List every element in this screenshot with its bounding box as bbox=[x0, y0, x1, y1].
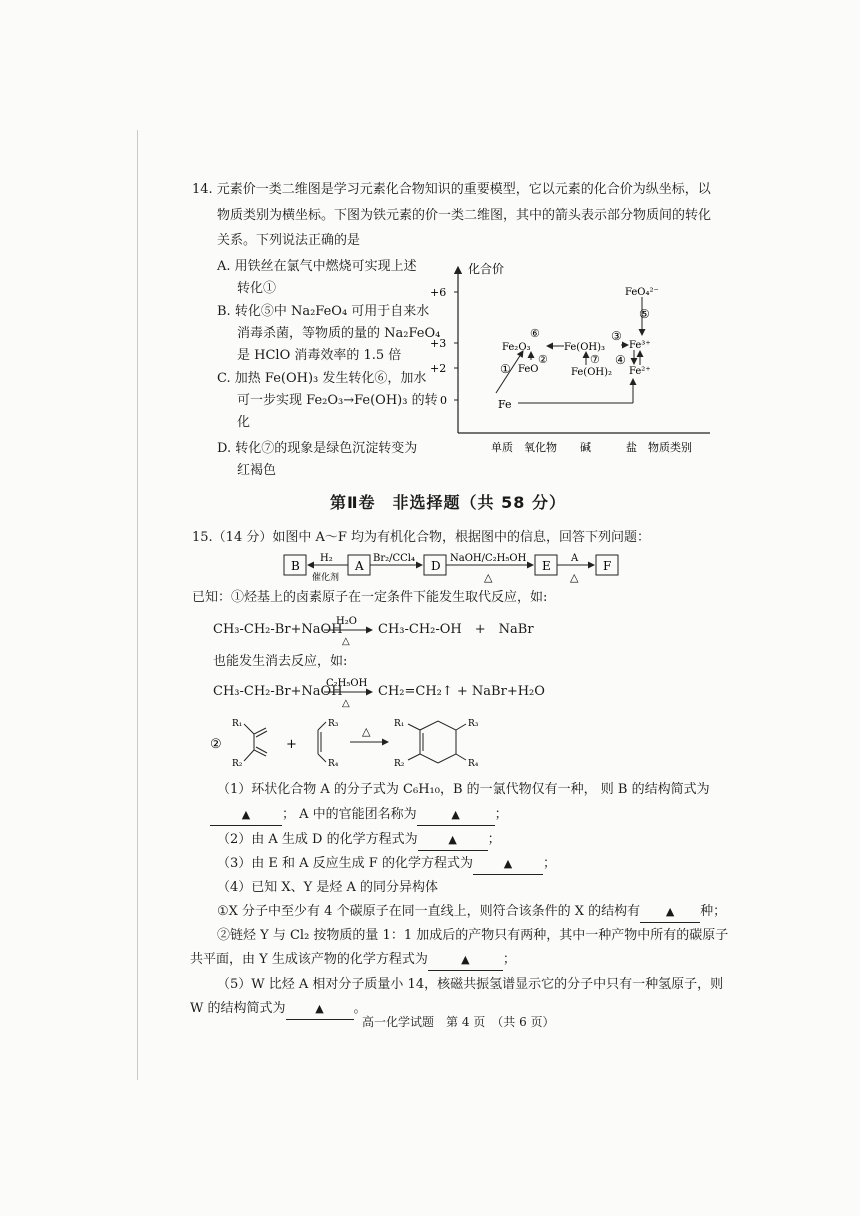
marker-3: ③ bbox=[611, 329, 622, 343]
rxn2-arrow bbox=[322, 674, 374, 708]
marker-2: ② bbox=[538, 353, 548, 366]
arrow-a-to-b-bottom: 催化剂 bbox=[312, 573, 340, 583]
rxn1-right: CH₃-CH₂-OH + NaBr bbox=[378, 622, 534, 637]
arrow-d-to-e-bottom: △ bbox=[484, 571, 493, 584]
page-edge-line bbox=[137, 130, 138, 1080]
product-r3: R₃ bbox=[468, 719, 479, 729]
q14-option-a bbox=[217, 256, 417, 300]
product-r4: R₄ bbox=[468, 759, 479, 769]
species-fe2o3: Fe₂O₃ bbox=[502, 342, 531, 353]
q15-part5-line1: （5）W 比烃 A 相对分子质量小 14，核磁共振氢谱显示它的分子中只有一种氢原子，则 bbox=[217, 977, 724, 992]
heat-symbol: △ bbox=[362, 725, 371, 738]
species-feo4: FeO₄²⁻ bbox=[625, 287, 659, 298]
xtick-base: 碱 bbox=[580, 441, 591, 454]
q15-part5-line2: W 的结构简式为 ▲ 。 bbox=[190, 999, 367, 1020]
option-b-line2: 消毒杀菌，等物质的量的 Na₂FeO₄ bbox=[237, 326, 441, 341]
rxn2-left: CH₃-CH₂-Br+NaOH bbox=[213, 684, 343, 699]
answer-blank-b-structure[interactable]: ▲ bbox=[210, 805, 282, 826]
product-r2: R₂ bbox=[394, 759, 405, 769]
known-2-label: ② bbox=[210, 737, 222, 752]
option-d-line1: D. 转化⑦的现象是绿色沉淀转变为 bbox=[217, 441, 418, 456]
option-a-line2: 转化① bbox=[237, 281, 277, 296]
q14-stem-line1: 14. 元素价一类二维图是学习元素化合物知识的重要模型，它以元素的化合价为纵坐标，以 bbox=[192, 182, 711, 197]
diene-r2: R₂ bbox=[232, 759, 243, 769]
option-d-line2: 红褐色 bbox=[237, 463, 277, 478]
marker-5: ⑤ bbox=[639, 307, 650, 321]
species-feo: FeO bbox=[518, 364, 539, 375]
q15-part4-1: ①X 分子中至少有 4 个碳原子在同一直线上，则符合该条件的 X 的结构有 ▲ 种； bbox=[217, 902, 726, 923]
q15-known-1: 已知：①烃基上的卤素原子在一定条件下能发生取代反应，如: bbox=[192, 590, 548, 605]
answer-blank-y-equation[interactable]: ▲ bbox=[428, 950, 503, 971]
answer-blank-w-structure[interactable]: ▲ bbox=[286, 999, 354, 1020]
rxn1-condition-top: H₂O bbox=[336, 616, 357, 627]
box-f-label: F bbox=[603, 559, 612, 573]
ytick-plus3: +3 bbox=[430, 337, 447, 350]
option-c-line1: C. 加热 Fe(OH)₃ 发生转化⑥，加水 bbox=[217, 371, 427, 386]
y-axis-label: 化合价 bbox=[468, 262, 505, 276]
q15-part4-2-line2: 共平面，由 Y 生成该产物的化学方程式为 ▲ ； bbox=[190, 950, 516, 971]
q15-part1-line2: ▲ ； A 中的官能团名称为 ▲ ； bbox=[210, 805, 508, 826]
q14-option-c bbox=[217, 368, 438, 434]
answer-blank-functional-group[interactable]: ▲ bbox=[417, 805, 495, 826]
q14-option-b bbox=[217, 301, 440, 367]
rxn2-condition-bottom: △ bbox=[342, 698, 350, 708]
product-r1: R₁ bbox=[394, 719, 405, 729]
box-b-label: B bbox=[291, 559, 300, 573]
q15-known-1b: 也能发生消去反应，如: bbox=[213, 654, 348, 669]
page-footer: 高一化学试题 第 4 页 （共 6 页） bbox=[362, 1015, 555, 1029]
answer-blank-a-to-d[interactable]: ▲ bbox=[418, 830, 488, 851]
answer-blank-x-count[interactable]: ▲ bbox=[640, 902, 700, 923]
species-fe: Fe bbox=[498, 398, 512, 411]
xtick-oxide: 氧化物 bbox=[524, 441, 557, 454]
option-b-line1: B. 转化⑤中 Na₂FeO₄ 可用于自来水 bbox=[217, 304, 430, 319]
box-a-label: A bbox=[355, 559, 364, 573]
rxn1-arrow bbox=[322, 612, 374, 646]
answer-blank-e-a-to-f[interactable]: ▲ bbox=[473, 854, 543, 875]
arrow-a-to-b-top: H₂ bbox=[320, 553, 333, 564]
section-title: 第Ⅱ卷 非选择题（共 58 分） bbox=[330, 493, 566, 512]
diels-alder-scheme bbox=[210, 710, 510, 774]
q15-part4: （4）已知 X、Y 是烃 A 的同分异构体 bbox=[217, 880, 439, 895]
plus-sign: + bbox=[286, 737, 297, 752]
option-b-line3: 是 HClO 消毒效率的 1.5 倍 bbox=[237, 348, 402, 363]
ytick-plus2: +2 bbox=[430, 362, 447, 375]
q15-stem: 15.（14 分）如图中 A～F 均为有机化合物，根据图中的信息，回答下列问题： bbox=[192, 530, 651, 545]
xtick-salt: 盐 bbox=[626, 441, 637, 454]
arrow-e-to-f-top: A bbox=[571, 553, 579, 564]
arrow-e-to-f-bottom: △ bbox=[570, 571, 579, 584]
rxn1-left: CH₃-CH₂-Br+NaOH bbox=[213, 622, 343, 637]
marker-7: ⑦ bbox=[590, 353, 600, 366]
ytick-zero: 0 bbox=[440, 394, 447, 407]
q14-stem-line2: 物质类别为横坐标。下图为铁元素的价一类二维图，其中的箭头表示部分物质间的转化 bbox=[217, 208, 712, 223]
box-d-label: D bbox=[431, 559, 441, 573]
species-feoh2: Fe(OH)₂ bbox=[571, 367, 613, 378]
species-feoh3: Fe(OH)₃ bbox=[564, 342, 606, 353]
box-e-label: E bbox=[542, 559, 551, 573]
x-axis-label: 物质类别 bbox=[648, 441, 692, 454]
species-fe3: Fe³⁺ bbox=[629, 340, 651, 351]
marker-1: ① bbox=[500, 362, 511, 376]
q14-option-d bbox=[217, 438, 417, 482]
q15-flow-diagram bbox=[280, 550, 625, 586]
arrow-d-to-e-top: NaOH/C₂H₅OH bbox=[450, 553, 527, 564]
option-c-line2: 可一步实现 Fe₂O₃→Fe(OH)₃ 的转 bbox=[237, 393, 438, 408]
species-fe2: Fe²⁺ bbox=[629, 366, 651, 377]
q15-part2: （2）由 A 生成 D 的化学方程式为 ▲ ； bbox=[217, 830, 501, 851]
arrow-a-to-d-top: Br₂/CCl₄ bbox=[373, 553, 416, 564]
rxn2-condition-top: C₂H₅OH bbox=[326, 678, 368, 689]
rxn1-condition-bottom: △ bbox=[342, 636, 350, 646]
marker-4: ④ bbox=[615, 353, 626, 367]
q15-part4-2-line1: ②链烃 Y 与 Cl₂ 按物质的量 1：1 加成后的产物只有两种，其中一种产物中所有的碳原子 bbox=[217, 928, 729, 943]
xtick-elemental: 单质 bbox=[491, 441, 513, 454]
rxn2-right: CH₂=CH₂↑ + NaBr+H₂O bbox=[378, 684, 545, 699]
option-c-line3: 化 bbox=[237, 415, 251, 430]
marker-6: ⑥ bbox=[530, 327, 540, 340]
diene-r1: R₁ bbox=[232, 719, 243, 729]
ytick-plus6: +6 bbox=[430, 286, 447, 299]
q14-stem-line3: 关系。下列说法正确的是 bbox=[217, 233, 361, 248]
q15-part3: （3）由 E 和 A 反应生成 F 的化学方程式为 ▲ ； bbox=[217, 854, 556, 875]
dienophile-r4: R₄ bbox=[328, 759, 339, 769]
option-a-line1: A. 用铁丝在氯气中燃烧可实现上述 bbox=[217, 259, 417, 274]
q15-part1-line1: （1）环状化合物 A 的分子式为 C₆H₁₀，B 的一氯代物仅有一种， 则 B 的结构简式为 bbox=[217, 782, 710, 797]
dienophile-r3: R₃ bbox=[328, 719, 339, 729]
iron-valence-diagram bbox=[430, 255, 720, 465]
